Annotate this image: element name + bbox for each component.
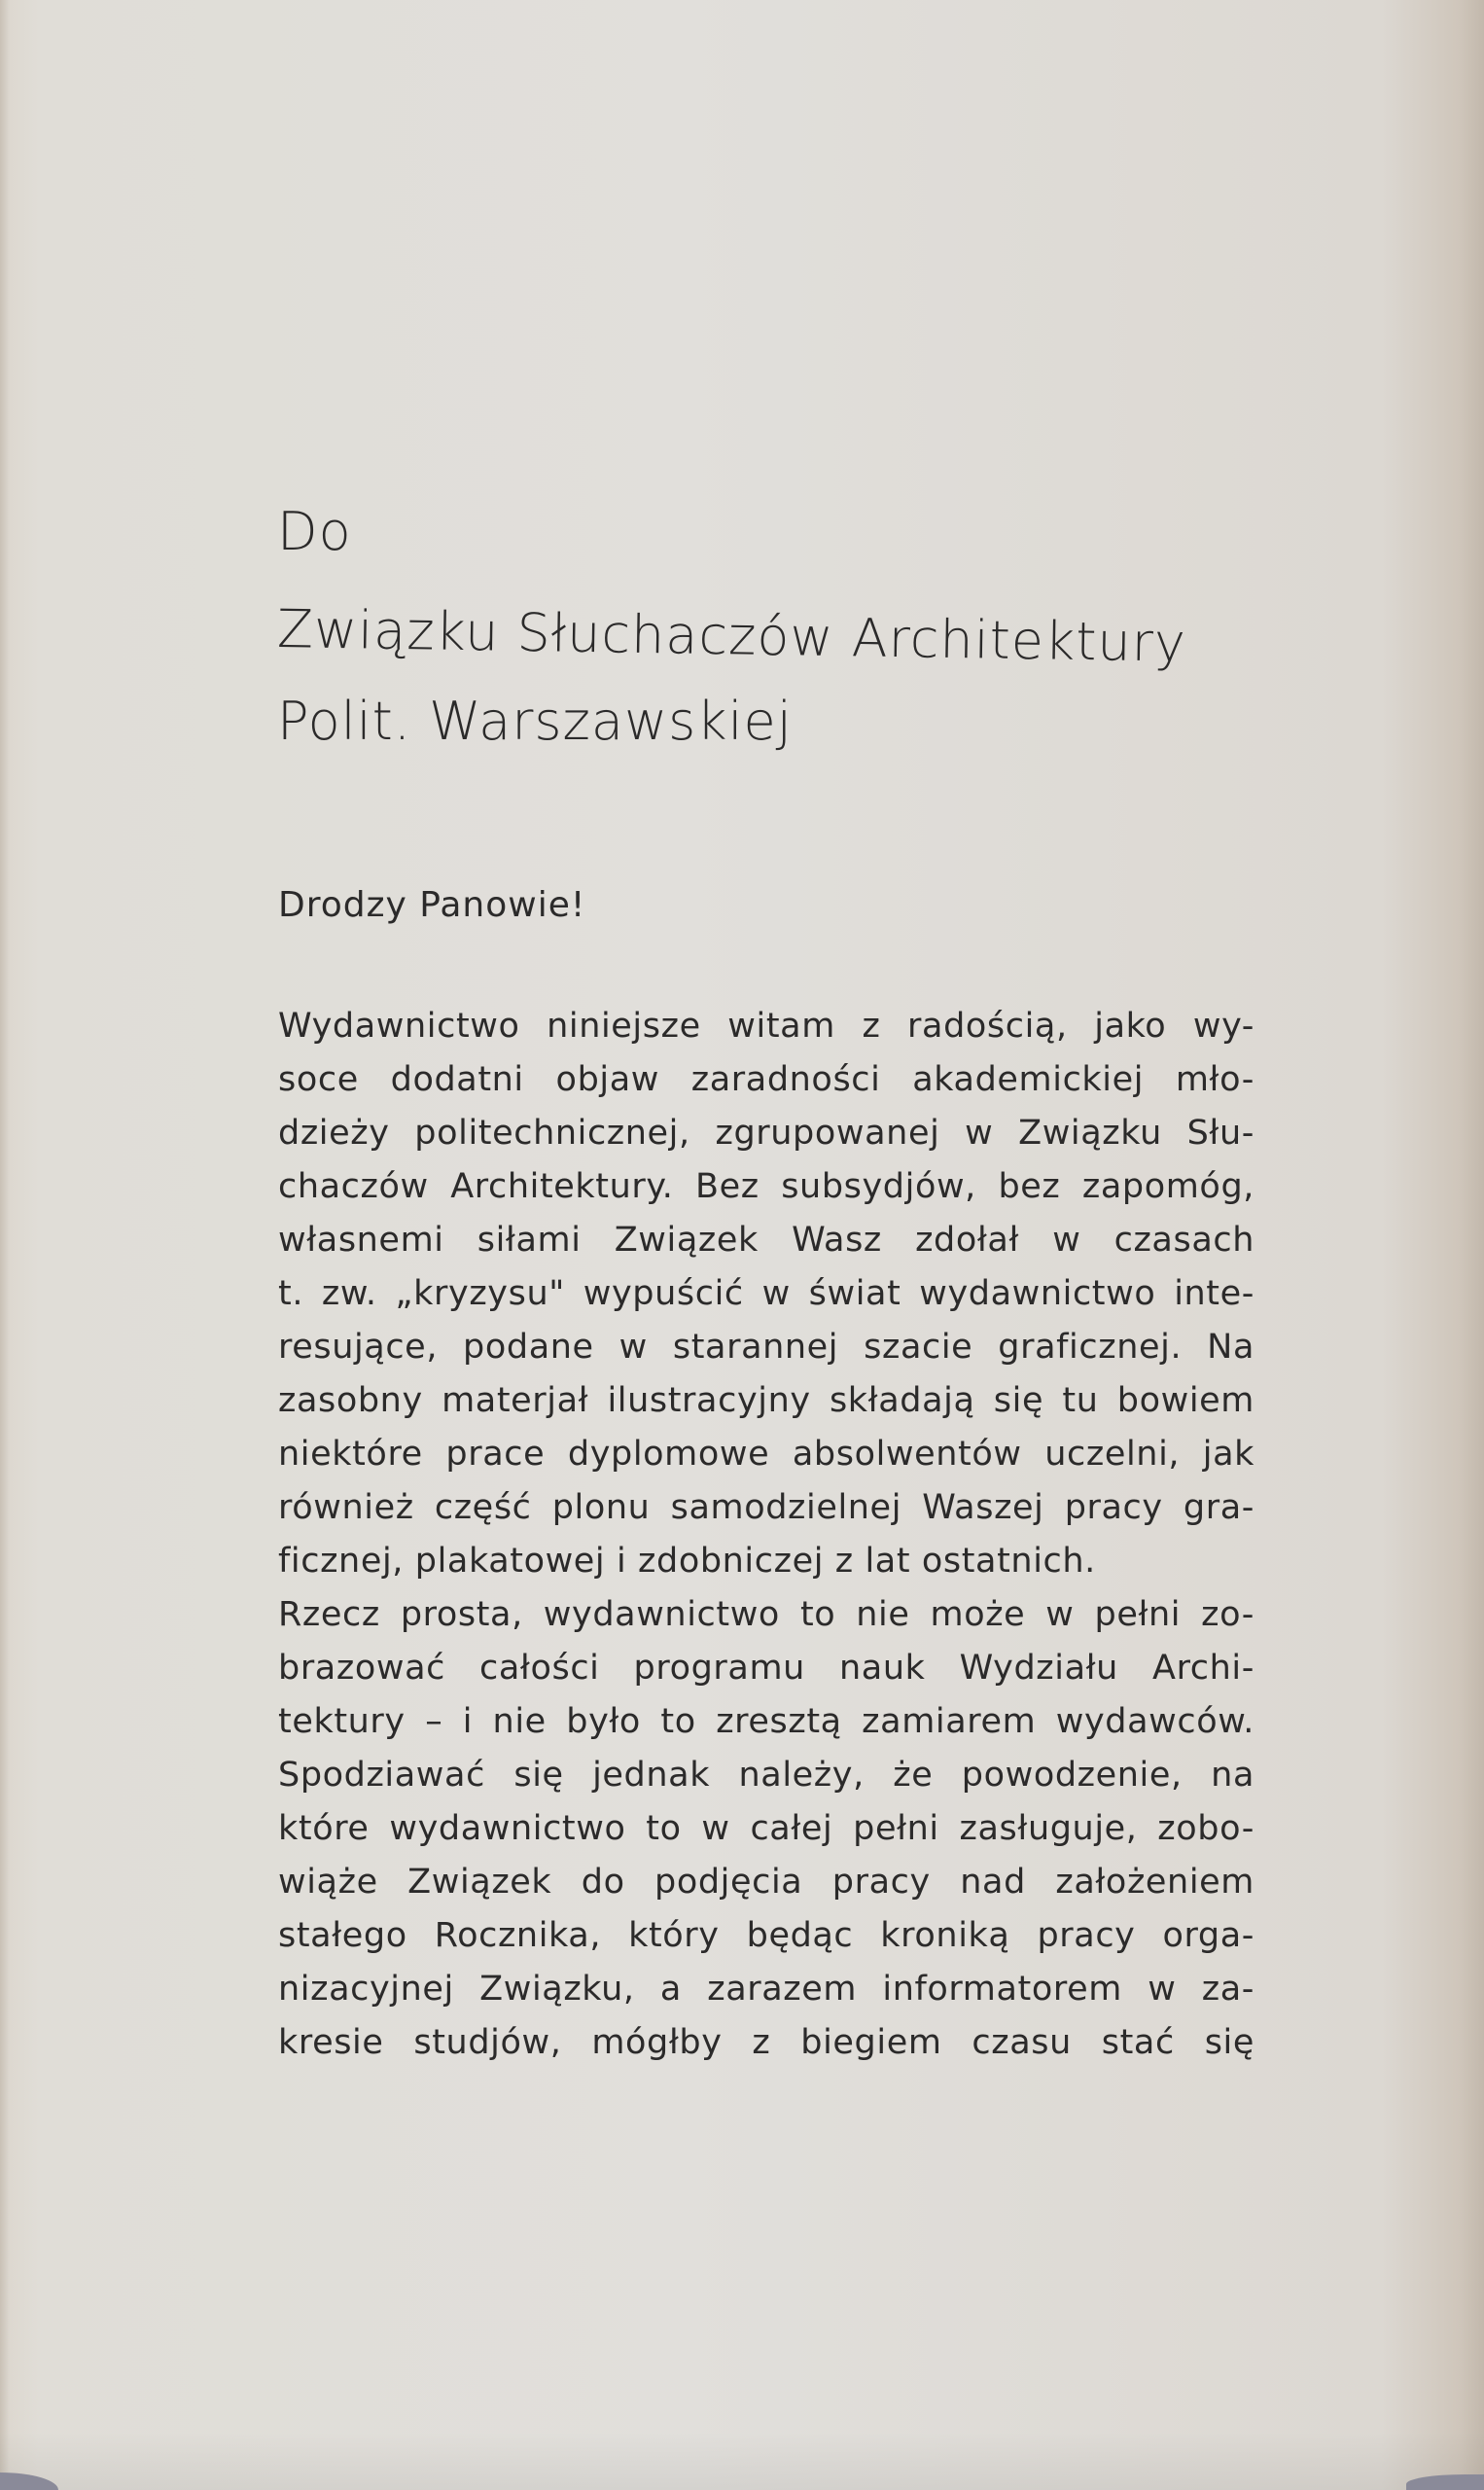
body-line: również część plonu samodzielnej Waszej pracy gra-	[278, 1488, 1254, 1527]
body-line: zasobny materjał ilustracyjny składają się tu bowiem	[278, 1381, 1254, 1420]
addressee-line-2: Związku Słuchaczów Architektury	[276, 598, 1187, 674]
body-line: własnemi siłami Związek Wasz zdołał w czasach	[278, 1221, 1254, 1260]
body-line: Rzecz prosta, wydawnictwo to nie może w pełni zo-	[278, 1595, 1254, 1634]
body-line: stałego Rocznika, który będąc kroniką pracy orga-	[278, 1916, 1254, 1955]
body-line: t. zw. „kryzysu" wypuścić w świat wydawnictwo inte-	[278, 1274, 1254, 1313]
addressee-line-3: Polit. Warszawskiej	[277, 691, 793, 752]
salutation: Drodzy Panowie!	[278, 885, 586, 925]
body-line: dzieży politechnicznej, zgrupowanej w Związku Słu-	[278, 1114, 1254, 1153]
body-line: ficznej, plakatowej i zdobniczej z lat ostatnich.	[278, 1542, 1096, 1581]
body-line: które wydawnictwo to w całej pełni zasługuje, zobo-	[278, 1809, 1254, 1848]
body-line: soce dodatni objaw zaradności akademickiej mło-	[278, 1060, 1254, 1099]
body-line: wiąże Związek do podjęcia pracy nad założeniem	[278, 1863, 1254, 1902]
addressee-line-1: Do	[277, 501, 352, 562]
body-line: niektóre prace dyplomowe absolwentów uczelni, jak	[278, 1435, 1254, 1474]
page-shadow	[0, 2432, 1484, 2490]
body-line: chaczów Architektury. Bez subsydjów, bez zapomóg,	[278, 1167, 1254, 1206]
body-line: Wydawnictwo niniejsze witam z radością, jako wy-	[278, 1007, 1254, 1046]
body-line: nizacyjnej Związku, a zarazem informatorem w za-	[278, 1970, 1254, 2009]
body-line: resujące, podane w starannej szacie graficznej. Na	[278, 1328, 1254, 1367]
body-line: kresie studjów, mógłby z biegiem czasu stać się	[278, 2023, 1254, 2062]
body-line: brazować całości programu nauk Wydziału Archi-	[278, 1649, 1254, 1688]
body-line: Spodziawać się jednak należy, że powodzenie, na	[278, 1756, 1254, 1795]
body-line: tektury – i nie było to zresztą zamiarem wydawców.	[278, 1702, 1254, 1741]
